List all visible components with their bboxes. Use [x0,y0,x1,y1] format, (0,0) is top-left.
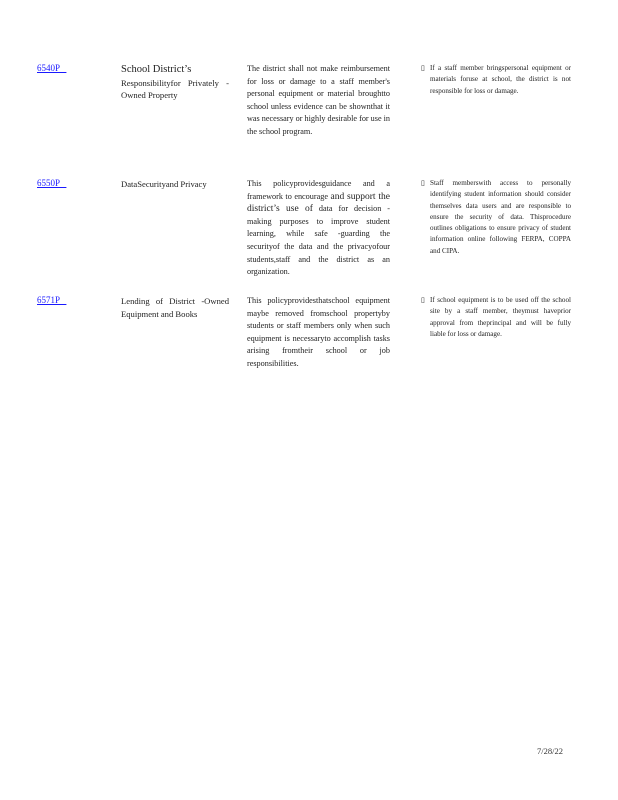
policy-note [421,295,571,340]
policy-description-part-b: data for decision -making purposes to improve student learning, while safe -guarding the securityof the data and the privacyofour students,staff and the district as an organization. [247,204,390,277]
footer-date: 7/28/22 [537,746,563,756]
policy-title-heading: School District’s [121,64,192,75]
policy-note [421,63,571,97]
policy-description-part-a: This policyprovidesguidance and a framework to encourage [247,179,390,201]
bullet-icon: ▯ [421,64,425,72]
policy-title-rest: Responsibilityfor Privately -Owned Property [121,77,229,100]
policy-code-link[interactable]: 6550P [37,178,67,188]
policy-description [247,178,390,279]
policy-title-rest: DataSecurityand Privacy [121,179,207,189]
policy-description: The district shall not make reimbursement for loss or damage to a staff member's personal equipment or material broughtto school unless evidence can be shownthat it was necessary or highly desirable for use in the school program. [247,64,391,136]
policy-title-rest: Lending of District -Owned Equipment and Books [121,296,229,319]
policy-title [121,295,229,320]
bullet-icon: ▯ [421,296,425,304]
bullet-icon: ▯ [421,179,425,187]
policy-code-link[interactable]: 6540P [37,63,67,73]
policy-note-text: If school equipment is to be used off the school site by a staff member, theymust haveprior approval from theprincipal and will be fully liable for loss or damage. [430,296,571,338]
policy-note-text: Staff memberswith access to personally identifying student information should consider themselves data users and are responsible to ensure the security of data. Thisprocedure outlines obligations to ensure privacy of student information online following FERPA, COPPA and CIPA. [430,179,571,255]
policy-title [121,63,229,102]
policy-note-text: If a staff member bringspersonal equipment or materials foruse at school, the district is not responsible for loss or damage. [430,64,571,95]
policy-description-emphasis: and support the district’s use of [247,191,390,215]
policy-code-link[interactable]: 6571P [37,295,67,305]
policy-note [421,178,571,257]
policy-description: This policyprovidesthatschool equipment maybe removed fromschool propertyby students or staff members only when such equipment is necessaryto accomplish tasks arising fromtheir school or job responsibilities. [247,296,390,368]
policy-title [121,178,229,191]
